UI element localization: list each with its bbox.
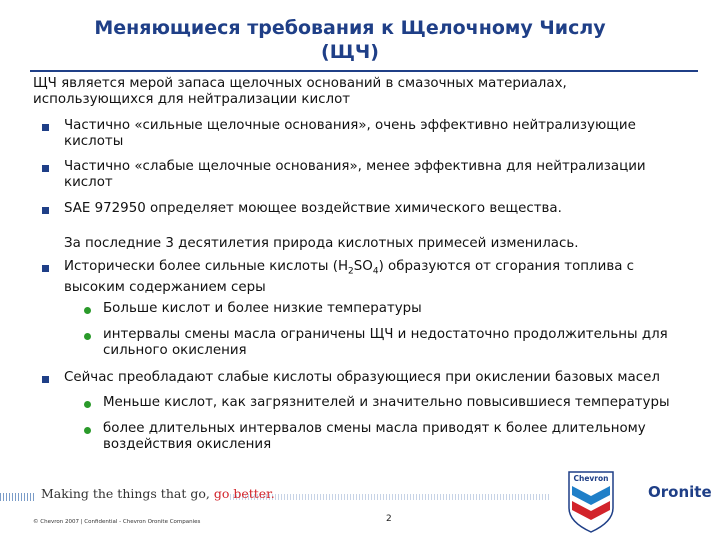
slide-title — [40, 16, 660, 64]
bullet-item — [64, 159, 694, 191]
bullet-2-line-2: кислот — [64, 175, 113, 190]
sub-bullet-4-line-1: более длительных интервалов смены масла приводят к более длительному — [103, 421, 646, 436]
intro-text — [33, 76, 693, 108]
round-bullet-icon — [84, 427, 91, 434]
bullet-item: SAE 972950 определяет моющее воздействие химического вещества. — [64, 201, 562, 216]
bullet-item — [64, 118, 694, 150]
square-bullet-icon — [42, 207, 49, 214]
sub-bullet-2-line-1: интервалы смены масла ограничены ЩЧ и недостаточно продолжительны для — [103, 327, 668, 342]
intro-line-2: использующихся для нейтрализации кислот — [33, 92, 351, 107]
title-divider — [30, 70, 698, 72]
oronite-brand: Oronite — [648, 483, 712, 501]
page-number: 2 — [386, 514, 392, 524]
bullet-2-line-1: Частично «слабые щелочные основания», менее эффективна для нейтрализации — [64, 159, 646, 174]
bullet-1-line-1: Частично «сильные щелочные основания», очень эффективно нейтрализующие — [64, 118, 636, 133]
footer-stripe — [0, 493, 36, 501]
title-line-2: (ЩЧ) — [321, 41, 379, 63]
square-bullet-icon — [42, 265, 49, 272]
bullet-4-line-1: Исторически более сильные кислоты $(H_2SO_4)$ образуются от сгорания топлива с — [64, 259, 635, 277]
round-bullet-icon — [84, 401, 91, 408]
bullet-item — [64, 259, 694, 296]
sub-bullet-2-line-2: сильного окисления — [103, 343, 247, 358]
square-bullet-icon — [42, 124, 49, 131]
footer-stripe-right — [230, 494, 550, 500]
square-bullet-icon — [42, 165, 49, 172]
section-subheading: За последние 3 десятилетия природа кислотных примесей изменилась. — [64, 236, 579, 251]
intro-line-1: ЩЧ является мерой запаса щелочных оснований в смазочных материалах, — [33, 76, 567, 91]
bullet-item: Сейчас преобладают слабые кислоты образующиеся при окислении базовых масел — [64, 370, 660, 385]
sub-bullet-item — [103, 327, 693, 359]
footer-slogan: Making the things that go, go better. — [41, 486, 275, 501]
round-bullet-icon — [84, 333, 91, 340]
bullet-4-line-2: высоким содержанием серы — [64, 279, 266, 295]
chevron-logo-label: Chevron — [573, 474, 609, 483]
square-bullet-icon — [42, 376, 49, 383]
sub-bullet-item — [103, 421, 693, 453]
footer-copyright: © Chevron 2007 | Confidential - Chevron Oronite Companies — [33, 519, 201, 525]
sub-bullet-item: Меньше кислот, как загрязнителей и значительно повысившиеся температуры — [103, 395, 670, 410]
chevron-logo-icon — [567, 470, 615, 534]
sub-bullet-item: Больше кислот и более низкие температуры — [103, 301, 422, 316]
title-line-1: Меняющиеся требования к Щелочному Числу — [94, 17, 606, 39]
bullet-1-line-2: кислоты — [64, 134, 124, 149]
sub-bullet-4-line-2: воздействия окисления — [103, 437, 272, 452]
round-bullet-icon — [84, 307, 91, 314]
